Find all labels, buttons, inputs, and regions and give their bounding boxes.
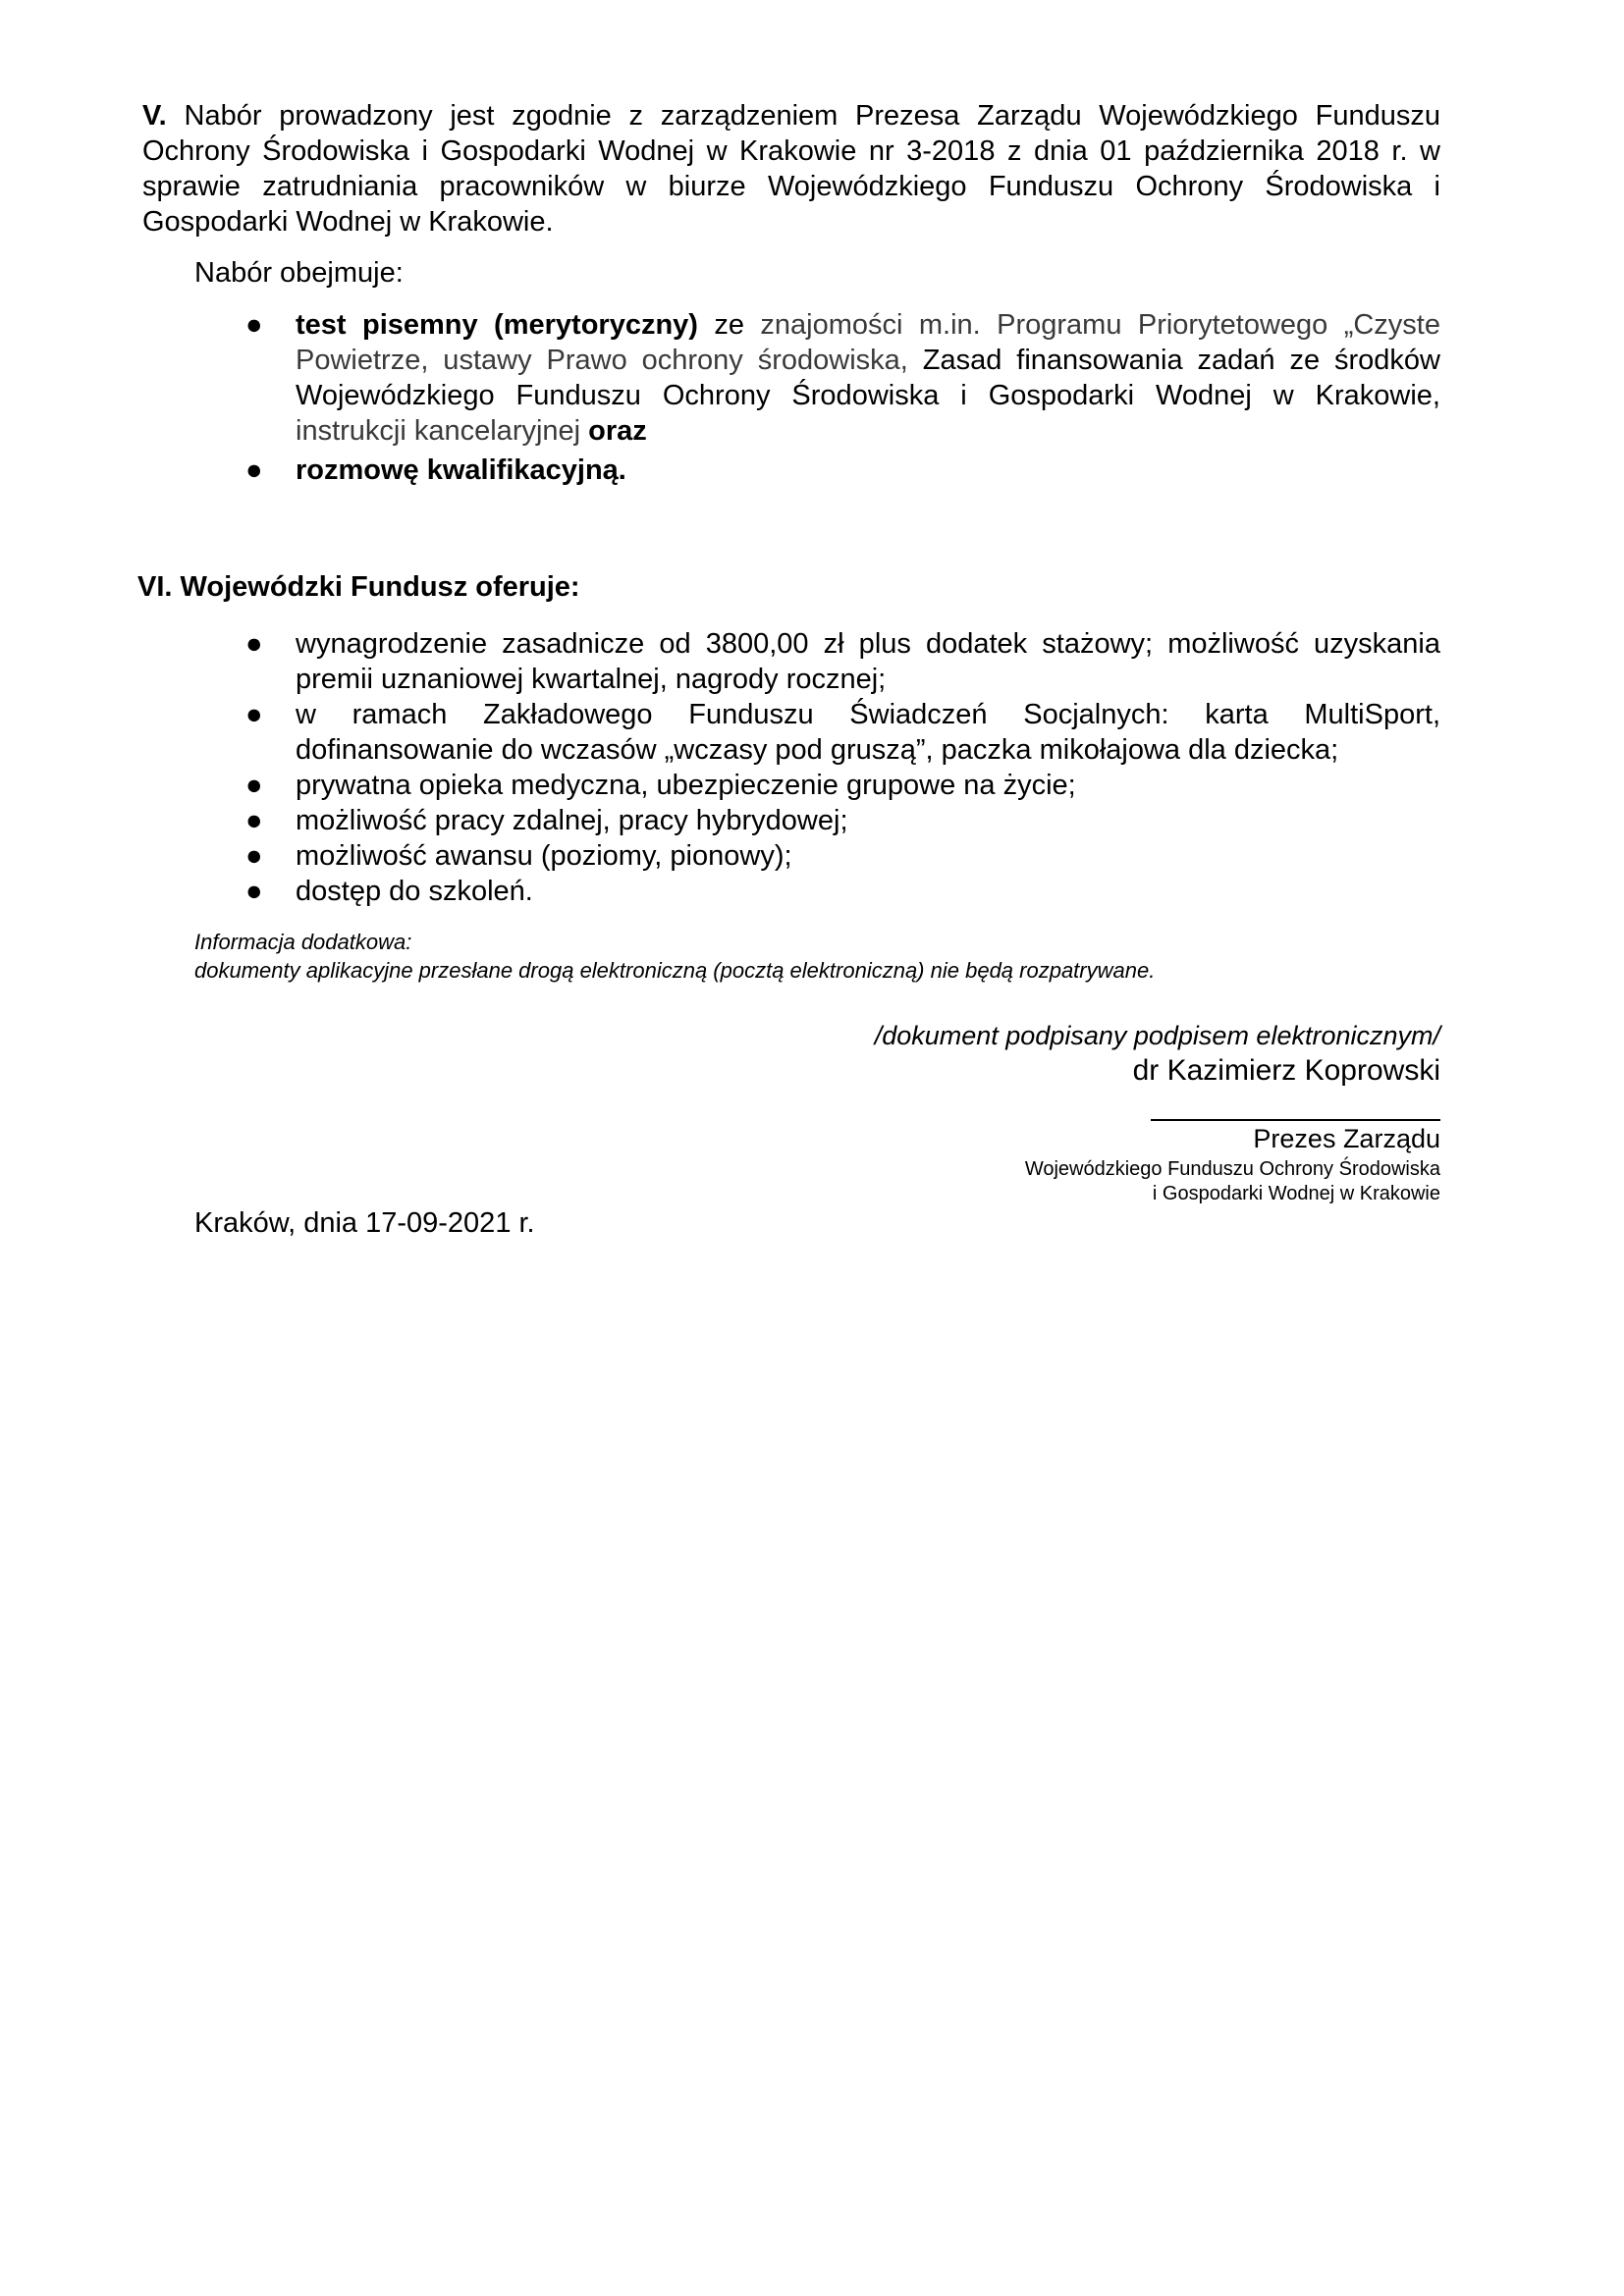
section-vi-title: VI. Wojewódzki Fundusz oferuje: [137,571,580,603]
list-item [194,874,1440,909]
bullet-icon: ● [245,309,263,341]
section-v-text: Nabór prowadzony jest zgodnie z zarządzeniem Prezesa Zarządu Wojewódzkiego Funduszu Ochrony Środowiska i Gospodarki Wodnej w Krakowie nr 3-2018 z dnia 01 października 2018 r. w sprawie zatrudniania pracowników w biurze Wojewódzkiego Funduszu Ochrony Środowiska i Gospodarki Wodnej w Krakowie. [142,100,1440,238]
item-text: dostęp do szkoleń. [296,876,533,907]
signatory-org-line-1: Wojewódzkiego Funduszu Ochrony Środowiska [1024,1158,1440,1180]
item-bold-lead: rozmowę kwalifikacyjną. [296,454,626,486]
signatory-title: Prezes Zarządu [1253,1124,1440,1153]
section-v-paragraph [142,98,1440,240]
item-text: prywatna opieka medyczna, ubezpieczenie grupowe na życie; [296,770,1076,801]
bullet-icon: ● [245,454,263,486]
list-item [194,307,1440,449]
bullet-icon: ● [245,770,263,801]
place-date: Kraków, dnia 17-09-2021 r. [194,1207,535,1239]
section-v-list [194,307,1440,492]
item-bold-tail: oraz [580,415,647,447]
item-text: Zasad finansowania zadań ze środków Wojewódzkiego Funduszu Ochrony Środowiska i Gospodarki Wodnej w Krakowie, [296,345,1440,411]
signature-line [1151,1119,1440,1121]
list-item [194,838,1440,874]
item-bold-lead: test pisemny (merytoryczny) [296,309,698,341]
list-item [194,626,1440,697]
item-text: ze [697,309,761,341]
bullet-icon: ● [245,628,263,660]
item-text: w ramach Zakładowego Funduszu Świadczeń Socjalnych: karta MultiSport, dofinansowanie do wczasów „wczasy pod gruszą”, paczka mikołajowa dla dziecka; [296,699,1440,766]
item-text: wynagrodzenie zasadnicze od 3800,00 zł plus dodatek stażowy; możliwość uzyskania premii uznaniowej kwartalnej, nagrody rocznej; [296,628,1440,695]
section-v-number: V. [142,100,167,132]
item-text: możliwość pracy zdalnej, pracy hybrydowej; [296,805,848,836]
bullet-icon: ● [245,805,263,836]
item-gray-text: instrukcji kancelaryjnej [296,415,581,447]
signatory-org-line-2: i Gospodarki Wodnej w Krakowie [1152,1183,1440,1204]
item-text: możliwość awansu (poziomy, pionowy); [296,840,792,872]
item-gray-text: znajomości m.in. Programu Priorytetowego „Czyste Powietrze, ustawy Prawo ochrony środowiska, [296,309,1440,376]
signatory-name: dr Kazimierz Koprowski [1132,1054,1440,1087]
bullet-icon: ● [245,840,263,872]
list-item [194,803,1440,838]
additional-info-label: Informacja dodatkowa: [194,930,412,954]
signature-note: /dokument podpisany podpisem elektronicznym/ [874,1021,1440,1050]
bullet-icon: ● [245,876,263,907]
list-item [194,453,1440,488]
bullet-icon: ● [245,699,263,730]
list-item [194,768,1440,803]
additional-info-text: dokumenty aplikacyjne przesłane drogą elektroniczną (pocztą elektroniczną) nie będą rozpatrywane. [194,958,1156,983]
section-v-intro: Nabór obejmuje: [194,257,404,289]
list-item [194,697,1440,768]
section-vi-list [194,626,1440,909]
